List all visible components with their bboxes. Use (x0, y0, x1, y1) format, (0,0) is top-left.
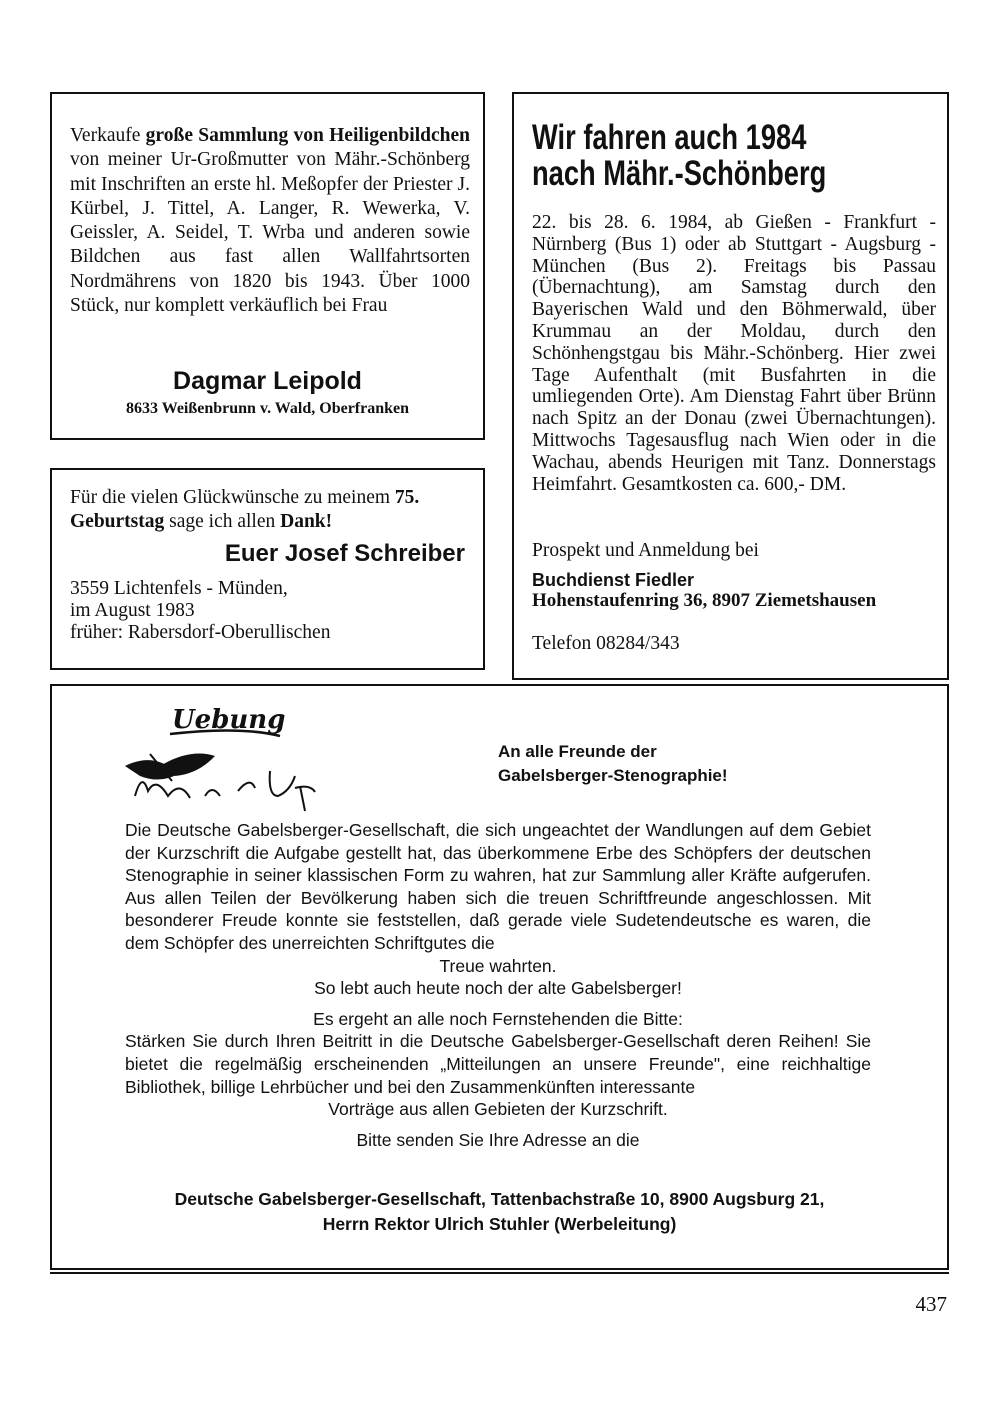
ad-steno-paragraph-2: Stärken Sie durch Ihren Beitritt in die Deutsche Gabelsberger-Gesellschaft deren Reihen! Sie bietet die regelmäßig erscheinenden „Mitteilungen an unsere Freunde", eine reichhaltige Bibliothek, billige Lehrbücher und bei den Zusammenkünften interessante (125, 1031, 871, 1097)
ad-birthday-box (50, 468, 485, 670)
logo-script-text: Uebung (172, 705, 286, 735)
ad-steno-heading: An alle Freunde der Gabelsberger-Stenographie! (498, 742, 728, 785)
ad-steno-paragraph-2-end: Vorträge aus allen Gebieten der Kurzschrift. (328, 1099, 668, 1120)
ad-steno-paragraph-1-end: Treue wahrten. (439, 955, 557, 976)
ad-steno-line-old: So lebt auch heute noch der alte Gabelsberger! (314, 978, 682, 999)
page-bottom-rule (50, 1272, 949, 1274)
stenography-logo (120, 696, 400, 816)
ad-trip-company: Buchdienst Fiedler (532, 570, 695, 590)
ad-steno-organization: Deutsche Gabelsberger-Gesellschaft, Tattenbachstraße 10, 8900 Augsburg 21, Herrn Rektor Ulrich Stuhler (Werbeleitung) (174, 1189, 825, 1234)
ad-collection-text: Verkaufe große Sammlung von Heiligenbildchen von meiner Ur-Großmutter von Mähr.-Schönberg mit Inschriften an erste hl. Meßopfer der Priester J. Kürbel, J. Tittel, A. Langer, R. Wewerka, V. Geissler, A. Seidel, T. Wrba und anderen sowie Bildchen aus fast allen Wallfahrtsorten Nordmährens von 1820 bis 1943. Über 1000 Stück, nur komplett verkäuflich bei Frau (70, 125, 470, 317)
ad-steno-line-send: Bitte senden Sie Ihre Adresse an die (356, 1129, 640, 1150)
ad-trip-box (512, 92, 949, 680)
ad-steno-box (50, 684, 949, 1270)
ad-birthday-signature: Euer Josef Schreiber (224, 540, 465, 567)
ad-birthday-address: 3559 Lichtenfels - Münden, im August 1983 früher: Rabersdorf-Oberullischen (70, 578, 331, 643)
ad-steno-line-request: Es ergeht an alle noch Fernstehenden die Bitte: (313, 1008, 683, 1029)
ad-collection-box (50, 92, 485, 440)
ad-collection-bold-phrase: große Sammlung von Heiligenbildchen (145, 125, 470, 146)
page-number: 437 (915, 1292, 947, 1316)
ad-trip-contact-intro: Prospekt und Anmeldung bei (532, 540, 759, 561)
ad-trip-headline: Wir fahren auch 1984 nach Mähr.-Schönberg (532, 118, 827, 193)
ad-trip-text: 22. bis 28. 6. 1984, ab Gießen - Frankfurt - Nürnberg (Bus 1) oder ab Stuttgart - Augsburg - München (Bus 2). Freitags bis Passau (Übernachtung), am Samstag durch den Bayerischen Wald und den Böhmerwald, über Krummau an der Moldau, durch den Schönhengstgau bis Mähr.-Schönberg. Hier zwei Tage Aufenthalt (mit Busfahrten in die umliegenden Orte). Am Dienstag Fahrt über Brünn nach Spitz an der Donau (zwei Übernachtungen). Mittwochs Tagesausflug nach Wien oder in die Wachau, abends Heurigen mit Tanz. Donnerstags Heimfahrt. Gesamtkosten ca. 600,- DM. (532, 212, 936, 495)
ad-birthday-text: Für die vielen Glückwünsche zu meinem 75. Geburtstag sage ich allen Dank! (70, 487, 420, 532)
ad-collection-address: 8633 Weißenbrunn v. Wald, Oberfranken (125, 400, 410, 417)
ad-trip-phone: Telefon 08284/343 (532, 633, 680, 654)
ad-trip-street: Hohenstaufenring 36, 8907 Ziemetshausen (532, 590, 877, 611)
ad-steno-paragraph-1: Die Deutsche Gabelsberger-Gesellschaft, die sich ungeachtet der Wandlungen auf dem Gebiet der Kurzschrift die Aufgabe gestellt hat, das überkommene Erbe des Schöpfers der deutschen Stenographie in seiner klassischen Form zu wahren, hat zur Sammlung aller Kräfte aufgerufen. Aus allen Teilen der Bevölkerung haben sich die treuen Schriftfreunde angeschlossen. Mit besonderer Freude konnte sie feststellen, daß gerade viele Sudetendeutsche es waren, die dem Schöpfer des unerreichten Schriftgutes die (125, 820, 871, 953)
ad-steno-body (125, 819, 871, 1151)
ad-collection-name: Dagmar Leipold (173, 367, 362, 395)
